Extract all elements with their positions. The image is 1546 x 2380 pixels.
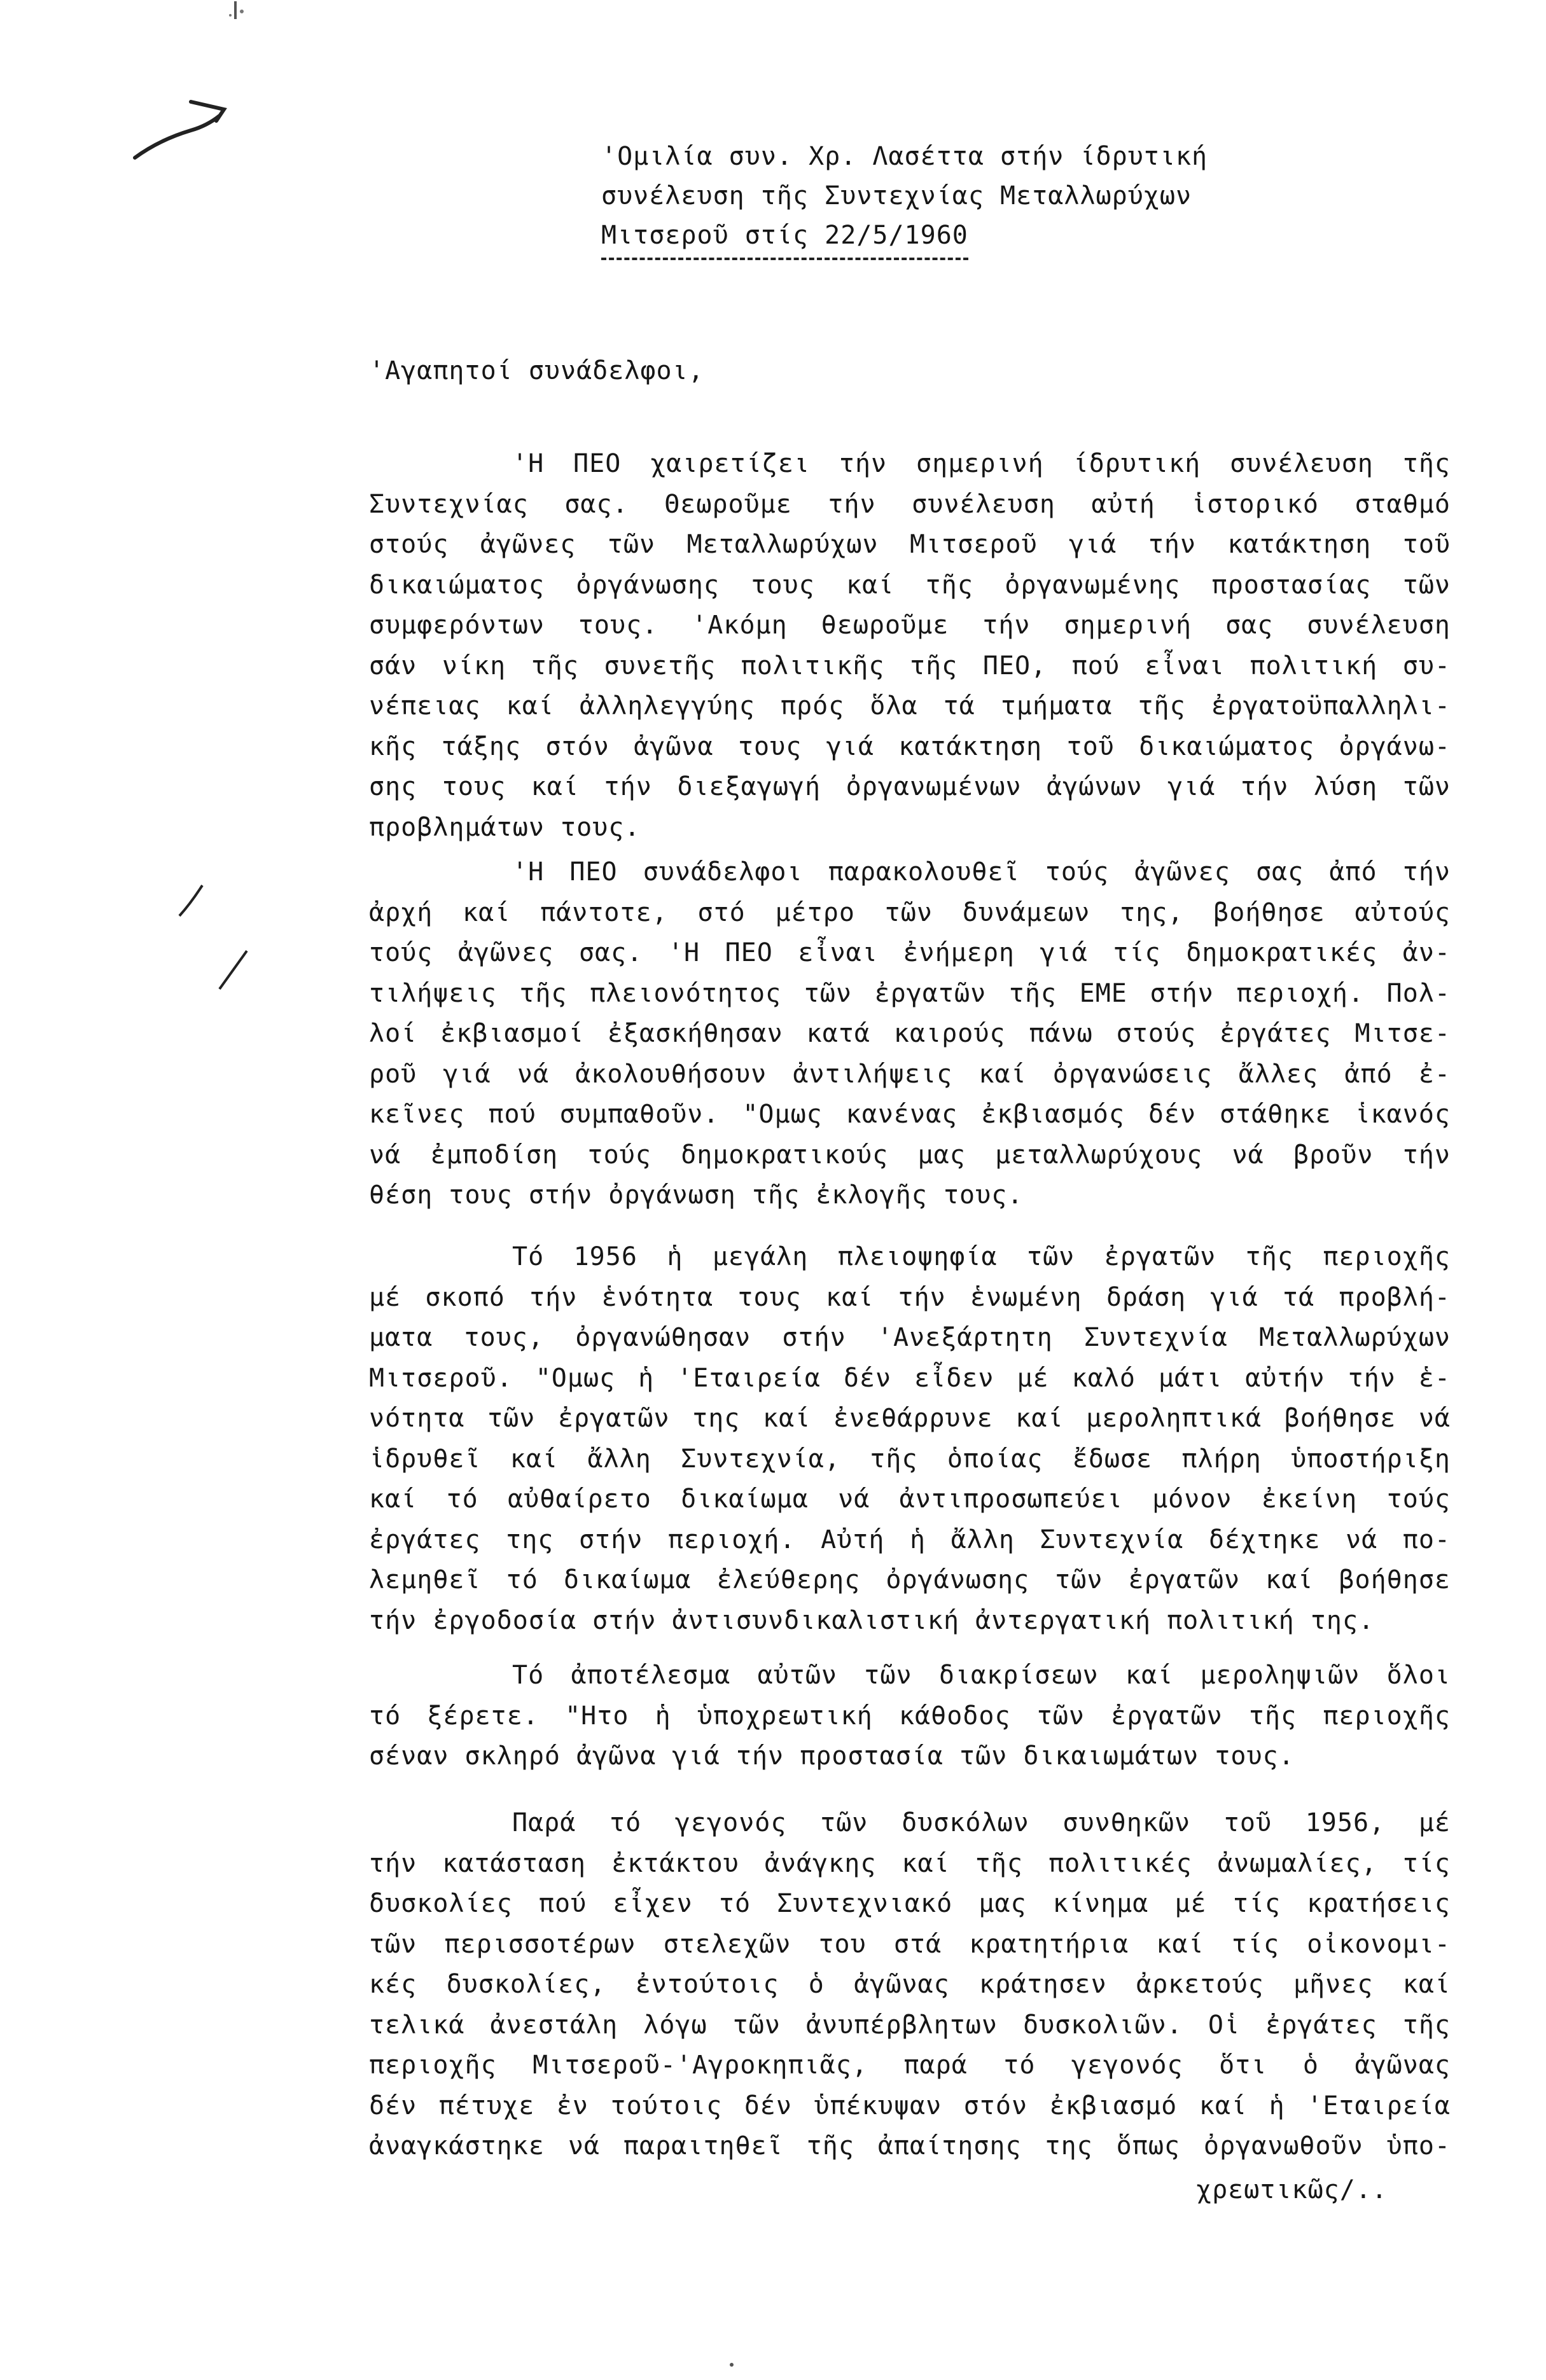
text-line: τῶν περισσοτέρων στελεχῶν του στά κρατητήρια καί τίς οἰκονομι- xyxy=(369,1929,1451,1959)
text-line: λεμηθεῖ τό δικαίωμα ἐλεύθερης ὀργάνωσης τῶν ἐργατῶν καί βοήθησε xyxy=(369,1565,1451,1595)
salutation: 'Αγαπητοί συνάδελφοι, xyxy=(369,356,704,385)
paragraph-1 xyxy=(369,444,1451,848)
text-line: τελικά ἀνεστάλη λόγω τῶν ἀνυπέρβλητων δυσκολιῶν. Οἱ ἐργάτες τῆς xyxy=(369,2010,1451,2040)
text-line: Τό 1956 ἡ μεγάλη πλειοψηφία τῶν ἐργατῶν τῆς περιοχῆς xyxy=(512,1242,1451,1271)
text-line: συμφερόντων τους. 'Ακόμη θεωροῦμε τήν σημερινή σας συνέλευση xyxy=(369,611,1451,640)
continuation-mark: χρεωτικῶς/.. xyxy=(1196,2175,1388,2204)
text-line: σάν νίκη τῆς συνετῆς πολιτικῆς τῆς ΠΕΟ, πού εἶναι πολιτική συ- xyxy=(369,651,1451,681)
text-line: τούς ἀγῶνες σας. 'Η ΠΕΟ εἶναι ἐνήμερη γιά τίς δημοκρατικές ἀν- xyxy=(369,938,1451,967)
heading-line-2: συνέλευση τῆς Συντεχνίας Μεταλλωρύχων xyxy=(601,181,1192,211)
text-line: δέν πέτυχε ἐν τούτοις δέν ὑπέκυψαν στόν ἐκβιασμό καί ἡ 'Εταιρεία xyxy=(369,2091,1451,2121)
text-line: δικαιώματος ὀργάνωσης τους καί τῆς ὀργανωμένης προστασίας τῶν xyxy=(369,570,1451,600)
text-line: σης τους καί τήν διεξαγωγή ὀργανωμένων ἀγώνων γιά τήν λύση τῶν xyxy=(369,772,1451,801)
text-line: Τό ἀποτέλεσμα αὐτῶν τῶν διακρίσεων καί μεροληψιῶν ὅλοι xyxy=(512,1661,1451,1690)
text-line: τήν κατάσταση ἐκτάκτου ἀνάγκης καί τῆς πολιτικές ἀνωμαλίες, τίς xyxy=(369,1848,1451,1878)
handwritten-check-mark xyxy=(135,102,224,158)
text-line: ἐργάτες της στήν περιοχή. Αὐτή ἡ ἄλλη Συντεχνία δέχτηκε νά πο- xyxy=(369,1525,1451,1554)
scan-speck-top xyxy=(229,1,244,19)
heading-line-1: 'Ομιλία συν. Χρ. Λασέττα στήν ίδρυτική xyxy=(601,142,1208,171)
text-line: στούς ἀγῶνες τῶν Μεταλλωρύχων Μιτσεροῦ γιά τήν κατάκτηση τοῦ xyxy=(369,530,1451,559)
text-line: μέ σκοπό τήν ἑνότητα τους καί τήν ἑνωμένη δράση γιά τά προβλή- xyxy=(369,1282,1451,1312)
paragraph-3 xyxy=(369,1237,1451,1641)
heading-line-3: Μιτσεροῦ στίς 22/5/1960 xyxy=(601,216,968,260)
text-line: ἱδρυθεῖ καί ἄλλη Συντεχνία, τῆς ὁποίας ἔδωσε πλήρη ὑποστήριξη xyxy=(369,1444,1451,1474)
text-line: λοί ἐκβιασμοί ἐξασκήθησαν κατά καιρούς πάνω στούς ἐργάτες Μιτσε- xyxy=(369,1019,1451,1048)
text-line: νέπειας καί ἀλληλεγγύης πρός ὅλα τά τμήματα τῆς ἐργατοϋπαλληλι- xyxy=(369,691,1451,721)
text-line: κές δυσκολίες, ἐντούτοις ὁ ἀγῶνας κράτησεν ἀρκετούς μῆνες καί xyxy=(369,1970,1451,1999)
scan-speck-bottom xyxy=(730,2363,734,2367)
paragraph-2 xyxy=(369,852,1451,1216)
text-line: 'Η ΠΕΟ συνάδελφοι παρακολουθεῖ τούς ἀγῶνες σας ἀπό τήν xyxy=(512,857,1451,887)
text-line: ροῦ γιά νά ἀκολουθήσουν ἀντιλήψεις καί ὀργανώσεις ἄλλες ἀπό ἐ- xyxy=(369,1059,1451,1089)
text-line: δυσκολίες πού εἶχεν τό Συντεχνιακό μας κίνημα μέ τίς κρατήσεις xyxy=(369,1889,1451,1918)
text-line: Παρά τό γεγονός τῶν δυσκόλων συνθηκῶν τοῦ 1956, μέ xyxy=(512,1808,1451,1837)
text-line: σέναν σκληρό ἀγῶνα γιά τήν προστασία τῶν δικαιωμάτων τους. xyxy=(369,1741,1295,1771)
text-line: ματα τους, ὀργανώθησαν στήν 'Ανεξάρτητη Συντεχνία Μεταλλωρύχων xyxy=(369,1323,1451,1352)
speech-heading xyxy=(601,137,1428,260)
text-line: τό ξέρετε. "Ητο ἡ ὑποχρεωτική κάθοδος τῶν ἐργατῶν τῆς περιοχῆς xyxy=(369,1701,1451,1731)
margin-mark-2 xyxy=(219,951,247,989)
text-line: κεῖνες πού συμπαθοῦν. "Ομως κανένας ἐκβιασμός δέν στάθηκε ἱκανός xyxy=(369,1100,1451,1129)
text-line: περιοχῆς Μιτσεροῦ-'Αγροκηπιᾶς, παρά τό γεγονός ὅτι ὁ ἀγῶνας xyxy=(369,2051,1451,2080)
text-line: νά ἐμποδίση τούς δημοκρατικούς μας μεταλλωρύχους νά βροῦν τήν xyxy=(369,1140,1451,1170)
paragraph-5 xyxy=(369,1803,1451,2167)
paragraph-4 xyxy=(369,1656,1451,1777)
margin-mark-1 xyxy=(179,885,202,916)
text-line: ἀρχή καί πάντοτε, στό μέτρο τῶν δυνάμεων της, βοήθησε αὐτούς xyxy=(369,897,1451,927)
text-line: 'Η ΠΕΟ χαιρετίζει τήν σημερινή ίδρυτική συνέλευση τῆς xyxy=(512,449,1451,478)
text-line: θέση τους στήν ὀργάνωση τῆς ἐκλογῆς τους. xyxy=(369,1180,1024,1210)
text-line: καί τό αὐθαίρετο δικαίωμα νά ἀντιπροσωπεύει μόνον ἐκείνη τούς xyxy=(369,1484,1451,1514)
text-line: Μιτσεροῦ. "Ομως ἡ 'Εταιρεία δέν εἶδεν μέ καλό μάτι αὐτήν τήν ἑ- xyxy=(369,1363,1451,1393)
text-line: ἀναγκάστηκε νά παραιτηθεῖ τῆς ἀπαίτησης της ὅπως ὀργανωθοῦν ὑπο- xyxy=(369,2131,1451,2161)
text-line: Συντεχνίας σας. Θεωροῦμε τήν συνέλευση αὐτή ἱστορικό σταθμό xyxy=(369,489,1451,519)
text-line: τήν ἐργοδοσία στήν ἀντισυνδικαλιστική ἀντεργατική πολιτική της. xyxy=(369,1605,1375,1635)
text-line: νότητα τῶν ἐργατῶν της καί ἐνεθάρρυνε καί μεροληπτικά βοήθησε νά xyxy=(369,1404,1451,1433)
text-line: κῆς τάξης στόν ἀγῶνα τους γιά κατάκτηση τοῦ δικαιώματος ὀργάνω- xyxy=(369,731,1451,761)
text-line: τιλήψεις τῆς πλειονότητος τῶν ἐργατῶν τῆς ΕΜΕ στήν περιοχή. Πολ- xyxy=(369,978,1451,1008)
text-line: προβλημάτων τους. xyxy=(369,812,641,842)
